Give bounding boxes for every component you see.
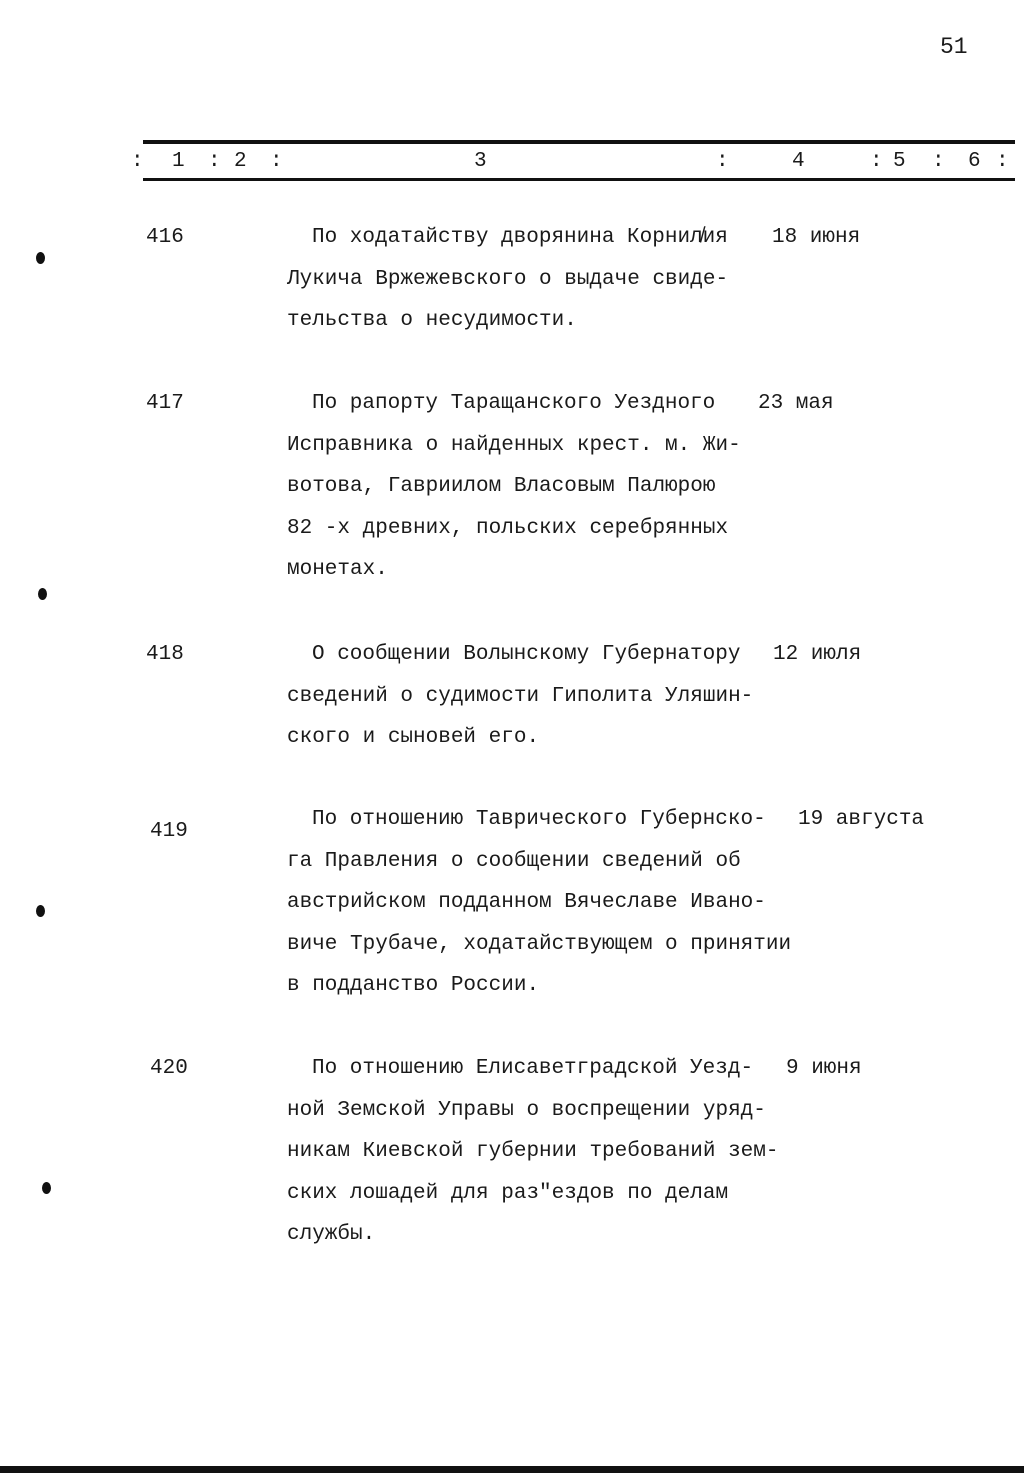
- column-separator: :: [716, 150, 729, 173]
- description-line: ной Земской Управы о воспрещении уряд-: [287, 1098, 766, 1122]
- entry-description: [287, 643, 753, 768]
- description-line: монетах.: [287, 558, 388, 581]
- description-line: По ходатайству дворянина Корнил̸ия: [312, 226, 728, 249]
- column-header-1: 1: [172, 150, 185, 173]
- description-line: вотова, Гавриилом Власовым Палюрою: [287, 475, 716, 498]
- entry-date: 18 июня: [772, 226, 861, 249]
- description-line: ского и сыновей его.: [287, 726, 540, 749]
- column-header-2: 2: [234, 150, 247, 173]
- page-number: 51: [940, 34, 968, 60]
- description-line: Лукича Вржежевского о выдаче свиде-: [287, 267, 729, 291]
- description-line: никам Киевской губернии требований зем-: [287, 1140, 779, 1163]
- entry-date: 19 августа: [798, 808, 925, 831]
- description-line: службы.: [287, 1223, 376, 1246]
- entry-description: [287, 1057, 778, 1265]
- binding-hole-mark: [36, 905, 45, 917]
- column-header-6: 6: [968, 150, 981, 173]
- binding-hole-mark: [38, 588, 47, 600]
- entry-number: 416: [146, 226, 184, 249]
- description-line: виче Трубаче, ходатайствующем о принятии: [287, 932, 792, 956]
- column-separator: :: [870, 150, 883, 173]
- column-header-5: 5: [893, 150, 906, 173]
- description-line: По отношению Елисаветградской Уезд-: [312, 1057, 754, 1080]
- entry-date: 9 июня: [786, 1057, 862, 1080]
- description-line: тельства о несудимости.: [287, 309, 577, 332]
- entry-number: 418: [146, 643, 184, 666]
- entry-date: 23 мая: [758, 392, 834, 415]
- description-line: Исправника о найденных крест. м. Жи-: [287, 433, 741, 457]
- description-line: По отношению Таврического Губернско-: [312, 808, 766, 831]
- column-header-4: 4: [792, 150, 805, 173]
- column-separator: :: [270, 150, 283, 173]
- description-line: ских лошадей для раз"ездов по делам: [287, 1181, 729, 1205]
- entry-description: [287, 226, 728, 351]
- entry-number: 420: [150, 1057, 188, 1080]
- column-header-3: 3: [474, 150, 487, 173]
- scan-bottom-edge: [0, 1466, 1024, 1473]
- entry-number: 417: [146, 392, 184, 415]
- entry-description: [287, 808, 791, 1016]
- description-line: га Правления о сообщении сведений об: [287, 849, 741, 873]
- description-line: в подданство России.: [287, 974, 540, 997]
- entry-number: 419: [150, 820, 188, 843]
- description-line: сведений о судимости Гиполита Уляшин-: [287, 684, 754, 708]
- header-top-rule: [143, 140, 1015, 144]
- binding-hole-mark: [36, 252, 45, 264]
- column-separator: :: [932, 150, 945, 173]
- column-separator: :: [208, 150, 221, 173]
- description-line: По рапорту Таращанского Уездного: [312, 392, 716, 415]
- description-line: О сообщении Волынскому Губернатору: [312, 643, 741, 666]
- column-separator: :: [996, 150, 1009, 173]
- entry-description: [287, 392, 741, 600]
- entry-date: 12 июля: [773, 643, 862, 666]
- binding-hole-mark: [42, 1182, 51, 1194]
- description-line: австрийском подданном Вячеславе Ивано-: [287, 891, 766, 914]
- description-line: 82 -х древних, польских серебрянных: [287, 516, 729, 540]
- header-bottom-rule: [143, 178, 1015, 181]
- column-separator: :: [131, 150, 144, 173]
